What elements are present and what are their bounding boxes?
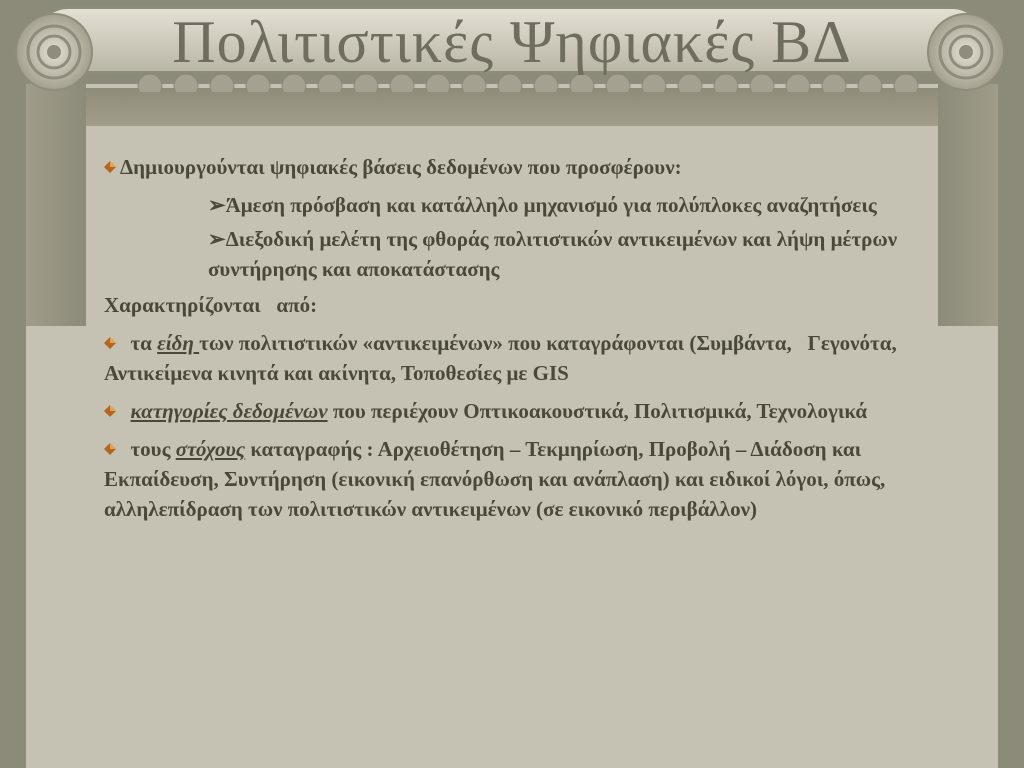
item-link-categories[interactable]: κατηγορίες δεδομένων — [130, 399, 328, 423]
list-item — [104, 396, 904, 426]
item-link-types[interactable]: είδη — [157, 331, 200, 355]
sub-item-text: Άμεση πρόσβαση και κατάλληλο μηχανισμό για πολύπλοκες αναζητήσεις — [225, 193, 877, 217]
diamond-bullet-icon — [104, 337, 116, 349]
characterized-heading: Χαρακτηρίζονται από: — [104, 293, 318, 317]
item-post: που περιέχουν Οπτικοακουστικά, Πολιτισμικά, Τεχνολογικά — [327, 399, 868, 423]
arrow-bullet-icon: ➢ — [208, 227, 226, 251]
slide-title: Πολιτιστικές Ψηφιακές ΒΔ — [172, 9, 852, 75]
sub-item — [208, 190, 904, 220]
item-pre: τα — [130, 331, 158, 355]
item-post: καταγραφής : Αρχειοθέτηση – Τεκμηρίωση, Προβολή – Διάδοση και Εκπαίδευση, Συντήρηση (εικονική επανόρθωση και ανάπλαση) και ειδικοί λόγοι, όπως, αλληλεπίδραση των πολιτιστικών αντικειμένων (σε εικονικό περιβάλλον) — [104, 437, 886, 521]
diamond-bullet-icon — [104, 161, 116, 173]
diamond-bullet-icon — [104, 443, 116, 455]
item-pre: τους — [130, 437, 176, 461]
item-post: των πολιτιστικών «αντικειμένων» που καταγράφονται (Συμβάντα, Γεγονότα, Αντικείμενα κινητά και ακίνητα, Τοποθεσίες με GIS — [104, 331, 901, 385]
item-link-goals[interactable]: στόχους — [175, 437, 246, 461]
list-item — [104, 328, 904, 388]
list-item — [104, 434, 904, 524]
sub-item — [208, 224, 904, 284]
arrow-bullet-icon: ➢ — [208, 193, 226, 217]
header-band — [86, 88, 938, 126]
slide-content — [104, 152, 904, 532]
sub-item-text: Διεξοδική μελέτη της φθοράς πολιτιστικών αντικειμένων και λήψη μέτρων συντήρησης και αποκατάστασης — [208, 227, 898, 281]
intro-text: Δημιουργούνται ψηφιακές βάσεις δεδομένων που προσφέρουν: — [120, 155, 682, 179]
diamond-bullet-icon — [104, 405, 116, 417]
right-shade — [938, 84, 998, 326]
left-shade — [26, 84, 86, 326]
intro-paragraph — [104, 152, 904, 182]
